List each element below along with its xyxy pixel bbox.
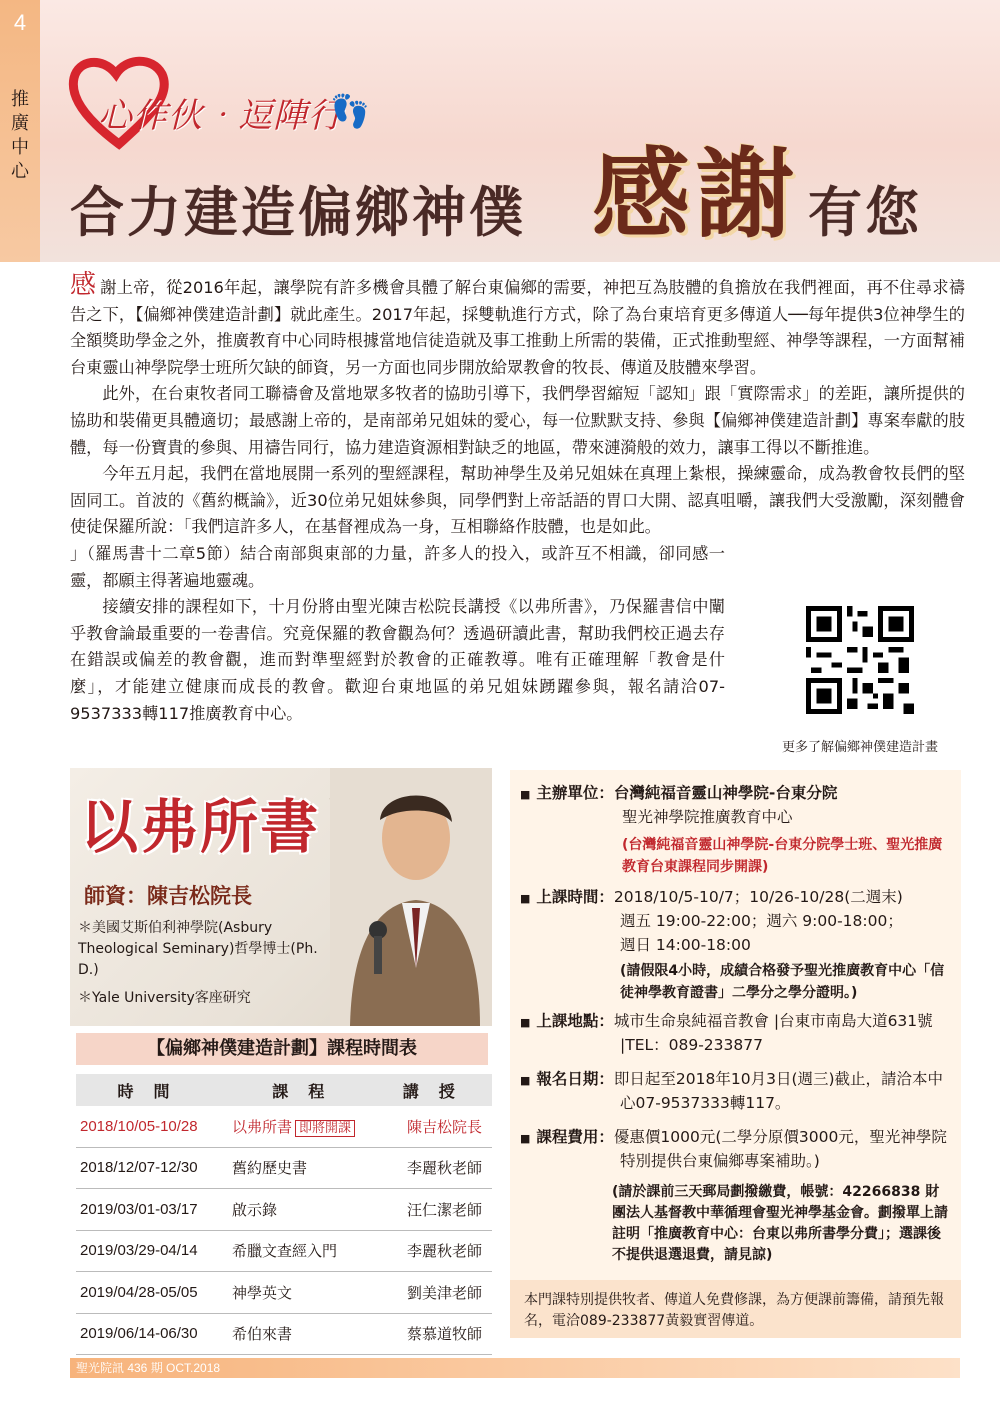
row-teacher: 劉美津老師 [386, 1272, 492, 1314]
info-time: ■ 上課時間：2018/10/5-10/7；10/26-10/28(二週末) [520, 888, 903, 906]
page-title-end: 有您 [808, 181, 922, 244]
row-course: 啟示錄 [231, 1189, 386, 1231]
info-place: ■ 上課地點：城市生命泉純福音教會 |台東市南島大道631號 |TEL：089-233877 [520, 1012, 933, 1054]
row-teacher: 李麗秋老師 [386, 1230, 492, 1272]
qr-code-icon[interactable] [806, 606, 914, 714]
table-row [76, 1230, 492, 1272]
page-number: 4 [13, 10, 27, 35]
teacher-credential-2: ＊Yale University客座研究 [78, 990, 251, 1006]
row-date: 2019/06/14-06/30 [76, 1313, 231, 1355]
info-fee-note: (請於課前三天郵局劃撥繳費，帳號：42266838 財團法人基督教中華循理會聖光神學基金會。劃撥單上請註明「推廣教育中心：台東以弗所書學分費」；選課後不提供退選退費，請見諒) [612, 1184, 948, 1263]
info-footer-text: 本門課特別提供牧者、傳道人免費修課，為方便課前籌備，請預先報名，電洽089-233877黃毅實習傳道。 [524, 1292, 944, 1329]
row-date: 2019/04/28-05/05 [76, 1272, 231, 1314]
info-organizer-2: 聖光神學院推廣教育中心 [622, 808, 793, 826]
schedule-table [76, 1074, 492, 1355]
row-date: 2018/10/05-10/28 [76, 1106, 231, 1147]
page-title-emphasis: 感謝 [592, 137, 801, 252]
row-course: 以弗所書 即將開課 [231, 1106, 386, 1147]
info-fee: ■ 課程費用：優惠價1000元(二學分原價3000元，聖光神學院特別提供台東偏鄉專案補助。) [520, 1128, 947, 1170]
row-date: 2018/12/07-12/30 [76, 1147, 231, 1189]
info-time-2: 週五 19:00-22:00；週六 9:00-18:00； [620, 912, 903, 930]
schedule-header-row [76, 1074, 492, 1106]
paragraph-3: 今年五月起，我們在當地展開一系列的聖經課程，幫助神學生及弟兄姐妹在真理上紮根，操練靈命，成為教會牧長們的堅固同工。首波的《舊約概論》，近30位弟兄姐妹參與，同學們對上帝話語的胃口大開、認真咀嚼，讓我們大受激勵，深刻體會使徒保羅所說：「我們這許多人，在基督裡成為一身，互相聯絡作肢體，也是如此。 [70, 464, 965, 537]
row-date: 2019/03/01-03/17 [76, 1189, 231, 1231]
paragraph-1: 感謝上帝，從2016年起，讓學院有許多機會具體了解台東偏鄉的需要，神把互為肢體的負擔放在我們裡面，再不住尋求禱告之下，【偏鄉神僕建造計劃】就此產生。2017年起，採雙軌進行方式，除了為台東培育更多傳道人──每年提供3位神學生的全額獎助學金之外，推廣教育中心同時根據當地信徒造就及事工推動上所需的裝備，正式推動聖經、神學等課程，一方面幫補台東靈山神學院學士班所欠缺的師資，另一方面也同步開放給眾教會的牧長、傳道及肢體來學習。 [70, 270, 965, 377]
speaker-photo [330, 768, 492, 1026]
row-date: 2019/03/29-04/14 [76, 1230, 231, 1272]
info-time-3: 週日 14:00-18:00 [620, 936, 751, 954]
course-title: 以弗所書 [80, 793, 321, 861]
row-teacher: 陳吉松院長 [386, 1106, 492, 1147]
header-teacher: 講授 [386, 1074, 492, 1106]
row-teacher: 蔡慕道牧師 [386, 1313, 492, 1355]
schedule-title: 【偏鄉神僕建造計劃】課程時間表 [76, 1033, 488, 1065]
info-organizer-note: (台灣純福音靈山神學院-台東分院學士班、聖光推廣教育台東課程同步開課) [622, 837, 943, 875]
issue-label: 聖光院訊 436 期 OCT.2018 [76, 1361, 221, 1375]
teacher-credential-1: ＊美國艾斯伯利神學院(Asbury Theological Seminary)哲學博士(Ph. D.) [78, 920, 318, 978]
row-course: 舊約歷史書 [231, 1147, 386, 1189]
header-course: 課程 [231, 1074, 386, 1106]
footprints-icon: 👣 [330, 92, 370, 130]
course-teacher: 師資：陳吉松院長 [84, 883, 252, 908]
table-row [76, 1189, 492, 1231]
section-label: 推廣中心 [11, 89, 29, 182]
info-organizer: ■ 主辦單位：台灣純福音靈山神學院-台東分院 [520, 784, 838, 802]
paragraph-4: 接續安排的課程如下，十月份將由聖光陳吉松院長講授《以弗所書》，乃保羅書信中闡乎教會論最重要的一卷書信。究竟保羅的教會觀為何？透過研讀此書，幫助我們校正過去存在錯誤或偏差的教會觀，進而對準聖經對於教會的正確教導。唯有正確理解「教會是什麼」，才能建立健康而成長的教會。歡迎台東地區的弟兄姐妹踴躍參與，報名請洽07-9537333轉117推廣教育中心。 [70, 597, 725, 723]
qr-caption: 更多了解偏鄉神僕建造計畫 [781, 740, 938, 755]
row-course: 希臘文查經入門 [231, 1230, 386, 1272]
table-row [76, 1147, 492, 1189]
info-signup: ■ 報名日期：即日起至2018年10月3日(週三)截止，請洽本中心07-9537333轉117。 [520, 1070, 944, 1112]
paragraph-3-continued: 」（羅馬書十二章5節）結合南部與東部的力量，許多人的投入，或許互不相識，卻同感一靈，都願主得著遍地靈魂。 [70, 543, 725, 590]
row-course: 神學英文 [231, 1272, 386, 1314]
page-title-main: 合力建造偏鄉神僕 [70, 181, 526, 244]
table-row [76, 1106, 492, 1147]
header-time: 時間 [76, 1074, 231, 1106]
row-course: 希伯來書 [231, 1313, 386, 1355]
dropcap: 感 [70, 270, 97, 300]
row-teacher: 李麗秋老師 [386, 1147, 492, 1189]
table-row [76, 1313, 492, 1355]
info-time-note: (請假限4小時，成績合格發予聖光推廣教育中心「信徒神學教育證書」二學分之學分證明。) [620, 963, 945, 1001]
coming-soon-badge: 即將開課 [295, 1120, 355, 1137]
row-teacher: 汪仁潔老師 [386, 1189, 492, 1231]
tagline: 心作伙‧逗陣行 [98, 96, 343, 136]
table-row [76, 1272, 492, 1314]
paragraph-2: 此外，在台東牧者同工聯禱會及當地眾多牧者的協助引導下，我們學習縮短「認知」跟「實際需求」的差距，讓所提供的協助和裝備更具體適切；最感謝上帝的，是南部弟兄姐妹的愛心，每一位默默支持、參與【偏鄉神僕建造計劃】專案奉獻的肢體，每一份寶貴的參與、用禱告同行，協力建造資源相對缺乏的地區，帶來漣漪般的效力，讓事工得以不斷推進。 [70, 384, 965, 457]
